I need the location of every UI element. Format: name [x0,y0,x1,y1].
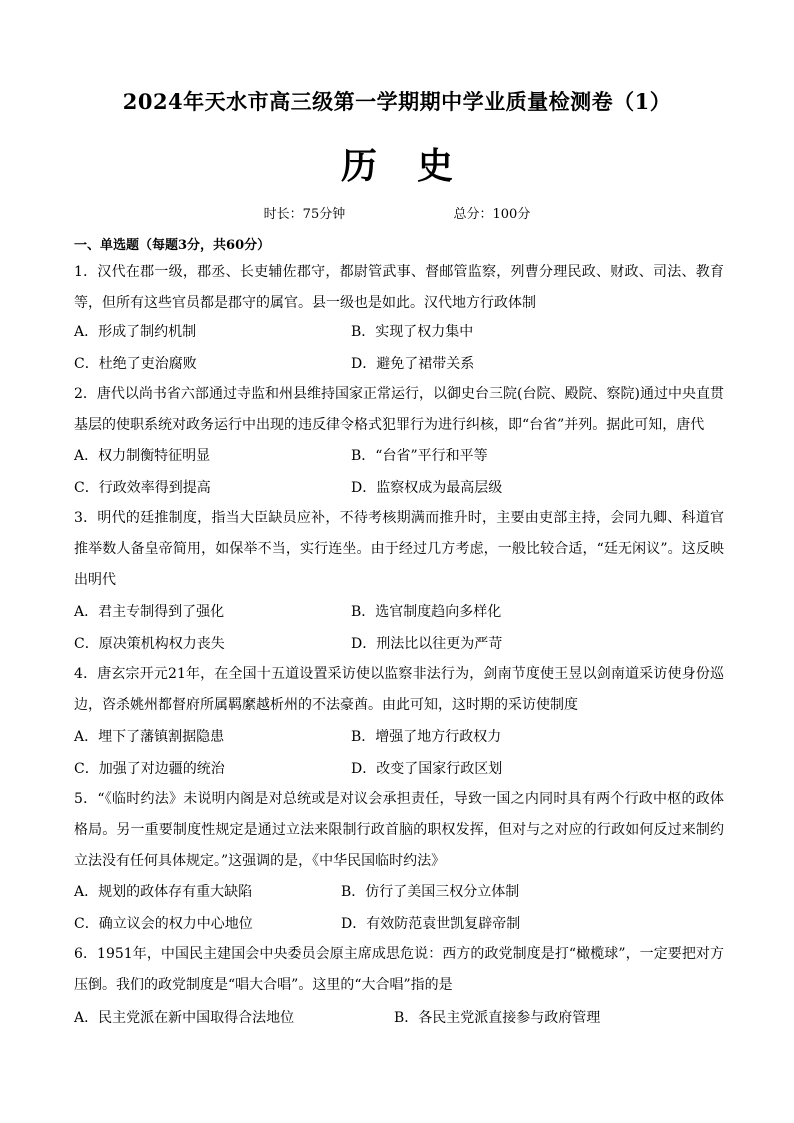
question-4-option-a: A．埋下了藩镇割据隐患 [74,729,225,745]
subject-heading: 历史 [340,145,493,187]
question-2-stem: 2．唐代以尚书省六部通过寺监和州县维持国家正常运行，以御史台三院(台院、殿院、察院)通过中央直贯基层的使职系统对政务运行中出现的违反律令格式犯罪行为进行纠核，即“台省”并列。据此可知，唐代 [74,386,724,433]
question-2-option-d: D．监察权成为最高层级 [351,480,503,496]
question-3-option-b: B．选官制度趋向多样化 [351,604,502,620]
question-5-option-a: A．规划的政体存有重大缺陷 [74,884,253,900]
question-5-option-c: C．确立议会的权力中心地位 [74,916,253,932]
question-5-option-b: B．仿行了美国三权分立体制 [341,884,520,900]
question-6-stem: 6．1951年，中国民主建国会中央委员会原主席成思危说：西方的政党制度是打“橄榄球”，一定要把对方压倒。我们的政党制度是“唱大合唱”。这里的“大合唱”指的是 [74,946,724,993]
question-3-stem: 3．明代的廷推制度，指当大臣缺员应补，不待考核期满而推升时，主要由吏部主持，会同九卿、科道官推举数人备皇帝简用，如保举不当，实行连坐。由于经过几方考虑，一般比较合适，“廷无闲议”。这反映出明代 [74,510,724,588]
question-6-option-b: B．各民主党派直接参与政府管理 [394,1010,601,1026]
question-2-option-b: B．“台省”平行和平等 [351,448,488,464]
question-1-option-b: B．实现了权力集中 [351,324,474,340]
duration-label: 时长：75分钟 [263,207,346,222]
question-3-option-c: C．原决策机构权力丧失 [74,636,225,652]
question-5-option-d: D．有效防范袁世凯复辟帝制 [341,916,521,932]
question-2-option-a: A．权力制衡特征明显 [74,448,211,464]
question-1-option-a: A．形成了制约机制 [74,324,197,340]
question-4-option-d: D．改变了国家行政区划 [351,761,503,777]
exam-title: 2024年天水市高三级第一学期期中学业质量检测卷（1） [122,89,672,114]
section-heading: 一、单选题（每题3分，共60分） [74,238,271,253]
question-2-option-c: C．行政效率得到提高 [74,480,211,496]
total-score-label: 总分：100分 [453,207,531,222]
question-1-option-d: D．避免了裙带关系 [351,356,475,372]
question-4-option-b: B．增强了地方行政权力 [351,729,502,745]
question-1-stem: 1．汉代在郡一级，郡丞、长吏辅佐郡守，都尉管武事、督邮管监察，列曹分理民政、财政、司法、教育等，但所有这些官员都是郡守的属官。县一级也是如此。汉代地方行政体制 [74,264,724,311]
question-4-stem: 4．唐玄宗开元21年，在全国十五道设置采访使以监察非法行为，剑南节度使王昱以剑南道采访使身份巡边，咨杀姚州都督府所属羁縻越析州的不法豪酋。由此可知，这时期的采访使制度 [74,666,724,713]
question-4-option-c: C．加强了对边疆的统治 [74,761,225,777]
question-5-stem: 5．“《临时约法》未说明内阁是对总统或是对议会承担责任，导致一国之内同时具有两个行政中枢的政体格局。另一重要制度性规定是通过立法来限制行政首脑的职权发挥，但对与之对应的行政如何反过来制约立法没有任何具体规定。”这强调的是，《中华民国临时约法》 [74,791,724,869]
question-3-option-a: A．君主专制得到了强化 [74,604,225,620]
exam-meta [0,203,794,222]
question-1-option-c: C．杜绝了吏治腐败 [74,356,197,372]
question-6-option-a: A．民主党派在新中国取得合法地位 [74,1010,295,1026]
question-3-option-d: D．刑法比以往更为严苛 [351,636,503,652]
